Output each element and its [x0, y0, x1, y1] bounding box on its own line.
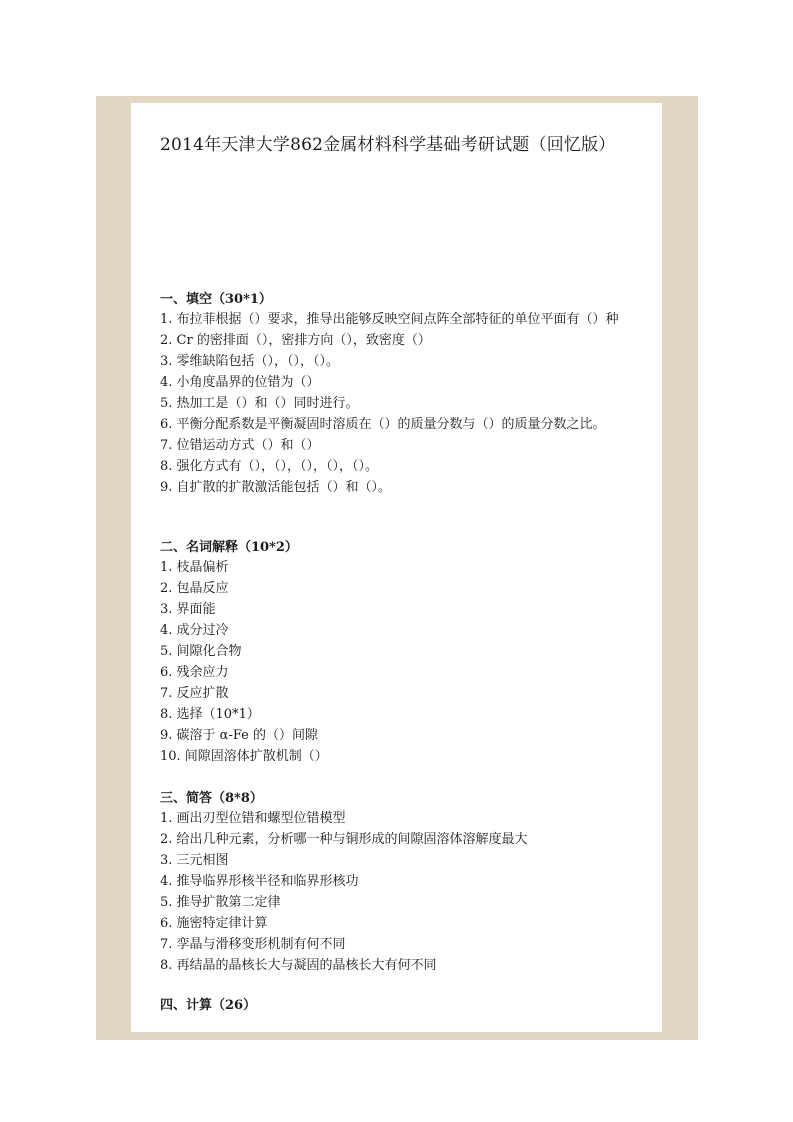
question-item: 3. 界面能 — [160, 602, 216, 617]
question-item: 6. 平衡分配系数是平衡凝固时溶质在（）的质量分数与（）的质量分数之比。 — [160, 417, 606, 432]
question-item: 9. 碳溶于 α-Fe 的（）间隙 — [160, 728, 318, 743]
question-item: 6. 施密特定律计算 — [160, 916, 268, 931]
section-heading: 三、简答（8*8） — [160, 791, 263, 806]
question-item: 8. 选择（10*1） — [160, 707, 260, 722]
question-item: 1. 布拉菲根据（）要求，推导出能够反映空间点阵全部特征的单位平面有（）种 — [160, 312, 619, 327]
question-item: 2. 包晶反应 — [160, 581, 229, 596]
question-item: 5. 热加工是（）和（）同时进行。 — [160, 396, 359, 411]
question-item: 1. 枝晶偏析 — [160, 560, 229, 575]
section-calculation — [160, 996, 650, 1015]
section-term-definitions — [160, 538, 650, 767]
question-item: 8. 强化方式有（），（），（），（），（）。 — [160, 459, 379, 474]
question-list — [160, 309, 650, 498]
question-list — [160, 808, 650, 976]
question-item: 7. 位错运动方式（）和（） — [160, 438, 320, 453]
question-item: 4. 成分过冷 — [160, 623, 229, 638]
question-item: 3. 零维缺陷包括（），（），（）。 — [160, 354, 340, 369]
question-list — [160, 557, 650, 767]
question-item: 9. 自扩散的扩散激活能包括（）和（）。 — [160, 480, 392, 495]
question-item: 5. 间隙化合物 — [160, 644, 242, 659]
question-item: 4. 小角度晶界的位错为（） — [160, 375, 320, 390]
question-item: 2. 给出几种元素，分析哪一种与铜形成的间隙固溶体溶解度最大 — [160, 832, 528, 847]
question-item: 6. 残余应力 — [160, 665, 229, 680]
question-item: 2. Cr 的密排面（），密排方向（），致密度（） — [160, 333, 431, 348]
document-title: 2014年天津大学862金属材料科学基础考研试题（回忆版） — [160, 135, 616, 155]
question-item: 8. 再结晶的晶核长大与凝固的晶核长大有何不同 — [160, 958, 437, 973]
question-item: 7. 反应扩散 — [160, 686, 229, 701]
question-item: 5. 推导扩散第二定律 — [160, 895, 281, 910]
question-item: 10. 间隙固溶体扩散机制（） — [160, 749, 328, 764]
section-fill-in-blank — [160, 290, 650, 498]
question-item: 3. 三元相图 — [160, 853, 229, 868]
question-item: 4. 推导临界形核半径和临界形核功 — [160, 874, 359, 889]
section-heading: 一、填空（30*1） — [160, 292, 272, 307]
section-heading: 四、计算（26） — [160, 998, 257, 1013]
section-heading: 二、名词解释（10*2） — [160, 540, 298, 555]
section-short-answer — [160, 789, 650, 976]
question-item: 7. 孪晶与滑移变形机制有何不同 — [160, 937, 346, 952]
question-item: 1. 画出刃型位错和螺型位错模型 — [160, 811, 346, 826]
